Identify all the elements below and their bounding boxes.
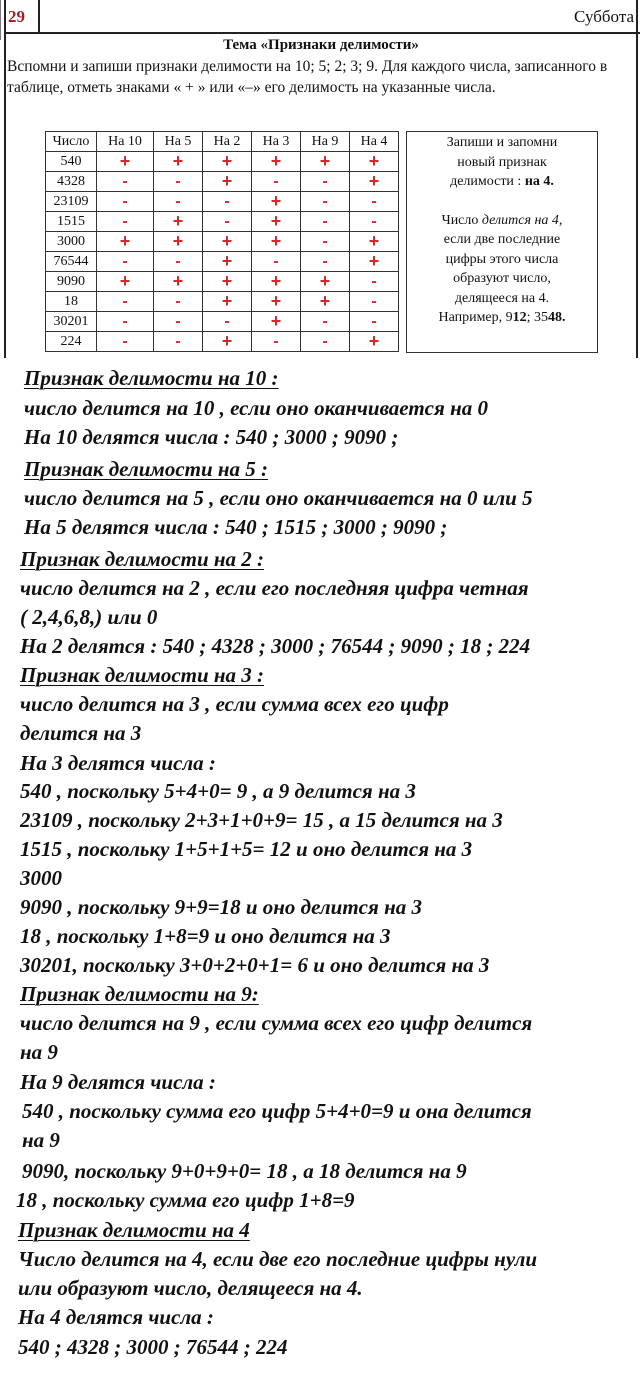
minus-mark: - xyxy=(252,332,301,352)
minus-mark: - xyxy=(154,312,203,332)
plus-mark: + xyxy=(252,312,301,332)
answer-line: 9090, поскольку 9+0+9+0= 18 , а 18 делится на 9 xyxy=(22,1159,467,1183)
answer-line: делится на 3 xyxy=(20,721,142,745)
spacer xyxy=(407,192,597,211)
rule-heading: Признак делимости на 9: xyxy=(20,982,259,1006)
minus-mark: - xyxy=(97,332,154,352)
answer-line: На 10 делятся числа : 540 ; 3000 ; 9090 ; xyxy=(24,425,399,449)
day-number: 29 xyxy=(4,0,40,34)
table-row xyxy=(46,252,399,272)
rule-example xyxy=(407,308,597,328)
minus-mark: - xyxy=(301,172,350,192)
plus-mark: + xyxy=(252,192,301,212)
plus-mark: + xyxy=(203,272,252,292)
instruction-text: Вспомни и запиши признаки делимости на 10; 5; 2; 3; 9. Для каждого числа, записанного в таблице, отметь знаками « + » или «–» его делимость на указанные числа. xyxy=(7,58,608,96)
plus-mark: + xyxy=(154,152,203,172)
table-row xyxy=(46,212,399,232)
answer-line: число делится на 10 , если оно оканчивается на 0 xyxy=(24,396,488,420)
rule-line xyxy=(407,172,597,192)
plus-mark: + xyxy=(350,232,399,252)
plus-mark: + xyxy=(301,152,350,172)
answer-line: на 9 xyxy=(22,1128,60,1152)
table-row xyxy=(46,312,399,332)
plus-mark: + xyxy=(154,232,203,252)
column-header-div9: На 9 xyxy=(301,132,350,152)
frame-edge xyxy=(0,0,1,40)
table-row xyxy=(46,152,399,172)
worksheet-header xyxy=(4,0,640,34)
answer-line: 23109 , поскольку 2+3+1+0+9= 15 , а 15 делится на 3 xyxy=(20,808,503,832)
minus-mark: - xyxy=(301,312,350,332)
plus-mark: + xyxy=(97,232,154,252)
rule-text: Число xyxy=(441,212,482,228)
number-cell: 9090 xyxy=(46,272,97,292)
number-cell: 4328 xyxy=(46,172,97,192)
number-cell: 224 xyxy=(46,332,97,352)
answer-line: На 3 делятся числа : xyxy=(20,751,216,775)
rule-heading: Признак делимости на 4 xyxy=(18,1218,250,1242)
rule-heading: Признак делимости на 3 : xyxy=(20,663,265,687)
minus-mark: - xyxy=(154,192,203,212)
plus-mark: + xyxy=(203,332,252,352)
plus-mark: + xyxy=(252,272,301,292)
table-row xyxy=(46,232,399,252)
rule-emphasis: на 4. xyxy=(524,174,554,189)
column-header-div4: На 4 xyxy=(350,132,399,152)
minus-mark: - xyxy=(301,212,350,232)
number-cell: 23109 xyxy=(46,192,97,212)
minus-mark: - xyxy=(350,272,399,292)
number-cell: 540 xyxy=(46,152,97,172)
number-cell: 30201 xyxy=(46,312,97,332)
rule-line: делящееся на 4. xyxy=(454,290,550,306)
rule-line: цифры этого числа xyxy=(445,251,559,267)
answer-line: Число делится на 4, если две его последние цифры нули xyxy=(18,1247,538,1271)
number-cell: 3000 xyxy=(46,232,97,252)
column-header-div2: На 2 xyxy=(203,132,252,152)
plus-mark: + xyxy=(301,272,350,292)
answer-line: 18 , поскольку 1+8=9 и оно делится на 3 xyxy=(20,924,391,948)
plus-mark: + xyxy=(97,152,154,172)
plus-mark: + xyxy=(252,152,301,172)
minus-mark: - xyxy=(350,192,399,212)
plus-mark: + xyxy=(203,252,252,272)
answer-line: 3000 xyxy=(20,866,62,890)
answer-line: 540 , поскольку 5+4+0= 9 , а 9 делится на 3 xyxy=(20,779,416,803)
worksheet xyxy=(0,0,640,358)
plus-mark: + xyxy=(350,152,399,172)
topic-title: Тема «Признаки делимости» xyxy=(223,37,419,53)
minus-mark: - xyxy=(203,192,252,212)
plus-mark: + xyxy=(203,172,252,192)
minus-mark: - xyxy=(154,332,203,352)
minus-mark: - xyxy=(350,312,399,332)
minus-mark: - xyxy=(97,172,154,192)
minus-mark: - xyxy=(350,292,399,312)
minus-mark: - xyxy=(97,292,154,312)
rule-heading: Признак делимости на 10 : xyxy=(24,366,279,390)
rule-text: ; 35 xyxy=(526,310,549,325)
minus-mark: - xyxy=(97,312,154,332)
minus-mark: - xyxy=(350,212,399,232)
divisibility-table xyxy=(45,131,399,352)
answer-line: ( 2,4,6,8,) или 0 xyxy=(20,605,158,629)
table-header-row xyxy=(46,132,399,152)
rule-text: Например, 9 xyxy=(438,310,513,325)
minus-mark: - xyxy=(301,332,350,352)
minus-mark: - xyxy=(97,212,154,232)
plus-mark: + xyxy=(350,252,399,272)
minus-mark: - xyxy=(252,172,301,192)
rule-line: если две последние xyxy=(443,232,561,247)
minus-mark: - xyxy=(301,252,350,272)
answer-line: На 5 делятся числа : 540 ; 1515 ; 3000 ; 9090 ; xyxy=(24,515,448,539)
minus-mark: - xyxy=(154,252,203,272)
table-row xyxy=(46,172,399,192)
plus-mark: + xyxy=(154,212,203,232)
plus-mark: + xyxy=(252,292,301,312)
plus-mark: + xyxy=(203,152,252,172)
rule-box-div4 xyxy=(406,131,598,353)
table-row xyxy=(46,272,399,292)
answer-line: 30201, поскольку 3+0+2+0+1= 6 и оно делится на 3 xyxy=(20,953,490,977)
rule-line: образуют число, xyxy=(453,271,551,286)
answer-line: на 9 xyxy=(20,1040,58,1064)
minus-mark: - xyxy=(203,312,252,332)
rule-heading: Признак делимости на 5 : xyxy=(24,457,269,481)
answer-line: число делится на 9 , если сумма всех его цифр делится xyxy=(20,1011,533,1035)
minus-mark: - xyxy=(97,252,154,272)
column-header-div3: На 3 xyxy=(252,132,301,152)
answer-line: число делится на 5 , если оно оканчивается на 0 или 5 xyxy=(24,486,533,510)
rule-emphasis: 12 xyxy=(512,310,527,325)
day-name: Суббота xyxy=(574,7,634,26)
minus-mark: - xyxy=(252,252,301,272)
rule-heading: Признак делимости на 2 : xyxy=(20,547,265,571)
column-header-div10: На 10 xyxy=(97,132,154,152)
plus-mark: + xyxy=(252,212,301,232)
answer-line: 18 , поскольку сумма его цифр 1+8=9 xyxy=(16,1188,355,1212)
answer-line: На 2 делятся : 540 ; 4328 ; 3000 ; 76544 ; 9090 ; 18 ; 224 xyxy=(20,634,531,658)
plus-mark: + xyxy=(203,232,252,252)
plus-mark: + xyxy=(154,272,203,292)
rule-line: Запиши и запомни xyxy=(446,135,558,150)
answer-line: На 4 делятся числа : xyxy=(18,1305,214,1329)
number-cell: 18 xyxy=(46,292,97,312)
answer-line: На 9 делятся числа : xyxy=(20,1070,216,1094)
plus-mark: + xyxy=(203,292,252,312)
minus-mark: - xyxy=(301,192,350,212)
minus-mark: - xyxy=(154,292,203,312)
plus-mark: + xyxy=(350,172,399,192)
answer-line: число делится на 3 , если сумма всех его цифр xyxy=(20,692,449,716)
plus-mark: + xyxy=(301,292,350,312)
plus-mark: + xyxy=(252,232,301,252)
plus-mark: + xyxy=(97,272,154,292)
column-header-number: Число xyxy=(46,132,97,152)
answer-line: 540 , поскольку сумма его цифр 5+4+0=9 и она делится xyxy=(22,1099,532,1123)
number-cell: 1515 xyxy=(46,212,97,232)
answer-line: 540 ; 4328 ; 3000 ; 76544 ; 224 xyxy=(18,1335,288,1359)
answer-line: или образуют число, делящееся на 4. xyxy=(18,1276,363,1300)
frame-right-border xyxy=(636,0,638,358)
minus-mark: - xyxy=(97,192,154,212)
minus-mark: - xyxy=(301,232,350,252)
minus-mark: - xyxy=(203,212,252,232)
table-row xyxy=(46,292,399,312)
rule-emphasis: 48. xyxy=(548,310,566,325)
minus-mark: - xyxy=(154,172,203,192)
column-header-div5: На 5 xyxy=(154,132,203,152)
rule-text: делимости : xyxy=(450,174,525,189)
answer-line: число делится на 2 , если его последняя цифра четная xyxy=(20,576,529,600)
answer-line: 9090 , поскольку 9+9=18 и оно делится на 3 xyxy=(20,895,422,919)
rule-line xyxy=(407,211,597,231)
table-row xyxy=(46,192,399,212)
table-row xyxy=(46,332,399,352)
answer-line: 1515 , поскольку 1+5+1+5= 12 и оно делится на 3 xyxy=(20,837,473,861)
rule-line: новый признак xyxy=(457,154,547,170)
plus-mark: + xyxy=(350,332,399,352)
rule-italic: делится на 4, xyxy=(481,212,563,228)
number-cell: 76544 xyxy=(46,252,97,272)
